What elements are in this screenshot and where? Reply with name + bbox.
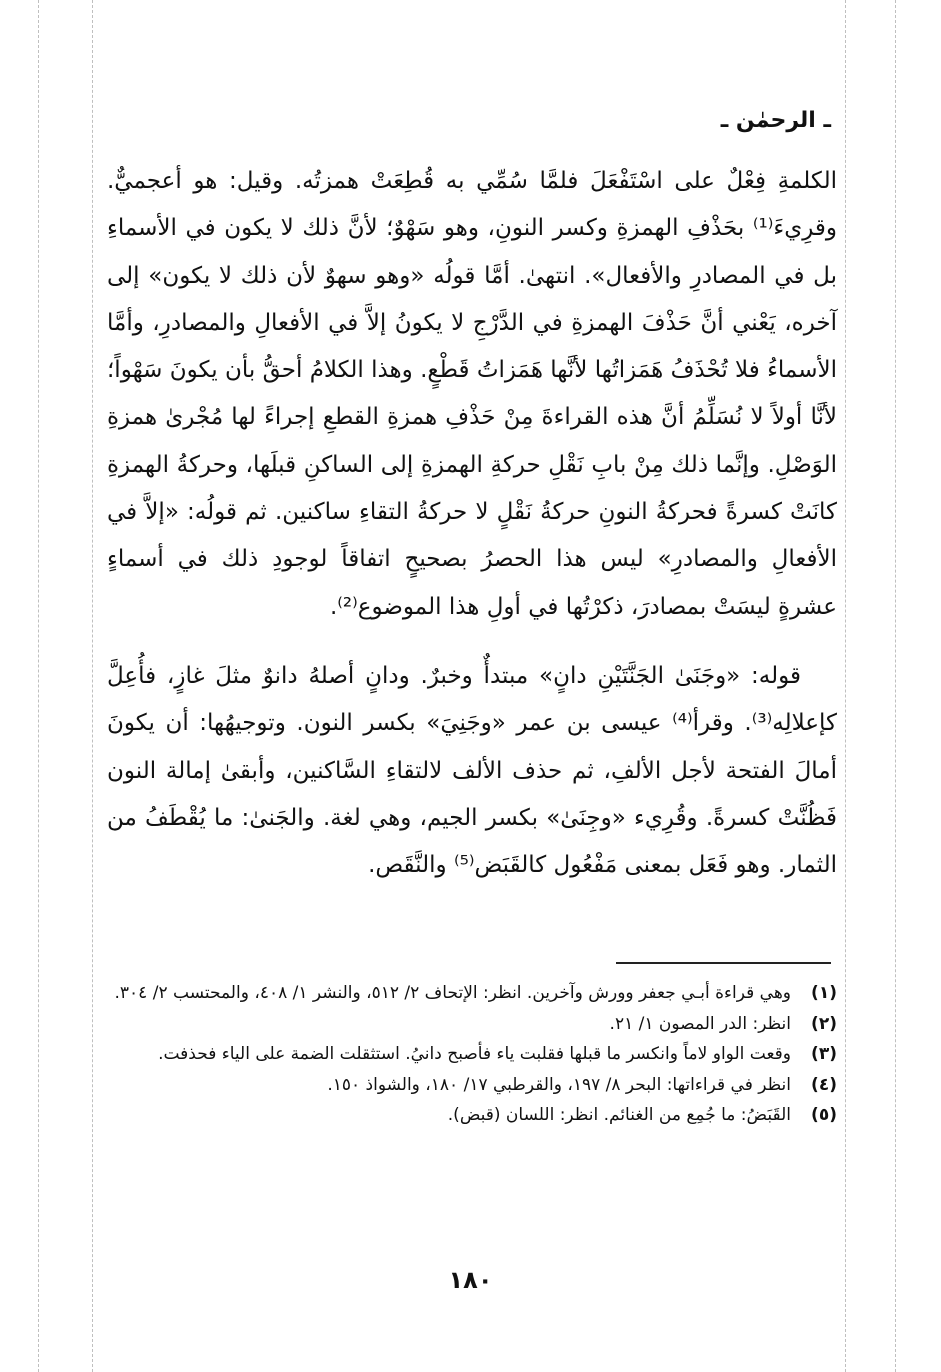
page-number: ١٨٠	[448, 1266, 493, 1294]
paragraph-1: الكلمةِ فِعْلٌ على اسْتَفْعَلَ فلمَّا سُمِّي به قُطِعَتْ همزتُه. وقيل: هو أعجميٌّ. وقرِيءَ⁽¹⁾ بحَذْفِ الهمزةِ وكسر النونِ، وهو سَهْوٌ؛ لأنَّ ذلك لا يكون في الأسماءِ بل في المصادرِ والأفعال». انتهىٰ. أمَّا قولُه «وهو سهوٌ لأن ذلك لا يكون» إلى آخره، يَعْني أنَّ حَذْفَ الهمزةِ في الدَّرْجِ لا يكونُ إلاَّ في الأفعالِ والمصادرِ، وأمَّا الأسماءُ فلا تُحْذَفُ هَمَزاتُها لأنَّها هَمَزاتُ قَطْعٍ. وهذا الكلامُ أحقُّ بأن يكونَ سَهْواً؛ لأنَّا أولاً لا نُسَلِّمُ أنَّ هذه القراءةَ مِنْ حَذْفِ همزةِ القطعِ إجراءً لها مُجْرىٰ همزةِ الوَصْلِ. وإنَّما ذلك مِنْ بابِ نَقْلِ حركةِ الهمزةِ إلى الساكنِ قبلَها، وحركةُ الهمزةِ كانَتْ كسرةً فحركةُ النونِ حركةُ نَقْلٍ لا حركةُ التقاءِ ساكنين. ثم قولُه: «إلاَّ في الأفعالِ والمصادرِ» ليس هذا الحصرُ بصحيحٍ اتفاقاً لوجودِ ذلك في أسماءٍ عشرةٍ ليسَتْ بمصادرَ، ذكرْتُها في أولِ هذا الموضوع⁽²⁾.	[107, 168, 837, 620]
footnote-number: (١)	[811, 983, 837, 1003]
footnote-separator	[616, 962, 831, 964]
footnote	[105, 1070, 837, 1101]
scan-guide-line	[92, 0, 93, 1372]
footnote-text: وهي قراءة أبـي جعفر وورش وآخرين. انظر: الإتحاف ٢/ ٥١٢، والنشر ١/ ٤٠٨، والمحتسب ٢/ ٣٠٤.	[114, 983, 791, 1003]
main-text	[107, 158, 837, 889]
scan-guide-line	[895, 0, 896, 1372]
footnote-text: وقعت الواو لاماً وانكسر ما قبلها فقلبت ياء فأصبح دانيُ. استثقلت الضمة على الياء فحذفت.	[158, 1044, 791, 1064]
footnote-text: انظر في قراءاتها: البحر ٨/ ١٩٧، والقرطبي ١٧/ ١٨٠، والشواذ ١٥٠.	[327, 1074, 791, 1095]
footnotes	[105, 978, 837, 1131]
footnote	[105, 1039, 837, 1070]
footnote-text: انظر: الدر المصون ١/ ٢١.	[609, 1013, 791, 1034]
footnote-number: (٣)	[811, 1044, 837, 1064]
footnote-number: (٢)	[811, 1013, 837, 1034]
footnote	[105, 1100, 837, 1131]
paragraph-2: قوله: «وجَنَىٰ الجَنَّتَيْنِ دانٍ» مبتدأٌ وخبرٌ. ودانٍ أصلهُ دانوٌ مثلَ غازٍ، فأُعِلَّ كإعلالِه⁽³⁾. وقرأ⁽⁴⁾ عيسى بن عمر «وجَنِيَ» بكسر النون. وتوجيهُها: أن يكونَ أمالَ الفتحة لأجل الألفِ، ثم حذف الألف لالتقاءِ السَّاكنين، وأبقىٰ إمالة النون فَظُنَّتْ كسرةً. وقُرِيء «وجِنَىٰ» بكسر الجيم، وهي لغة. والجَنىٰ: ما يُقْطَفُ من الثمار. وهو فَعَل بمعنى مَفْعُول كالقَبَض⁽⁵⁾ والنَّقَص.	[107, 662, 837, 879]
footnote-number: (٤)	[811, 1074, 837, 1095]
footnote	[105, 978, 837, 1009]
scan-guide-line	[845, 0, 846, 1372]
running-header: ـ الرحمٰن ـ	[720, 108, 831, 133]
footnote	[105, 1009, 837, 1040]
footnote-text: القَبَضُ: ما جُمِع من الغنائم. انظر: اللسان (قبض).	[447, 1105, 791, 1125]
scan-guide-line	[38, 0, 39, 1372]
footnote-number: (٥)	[811, 1105, 837, 1125]
